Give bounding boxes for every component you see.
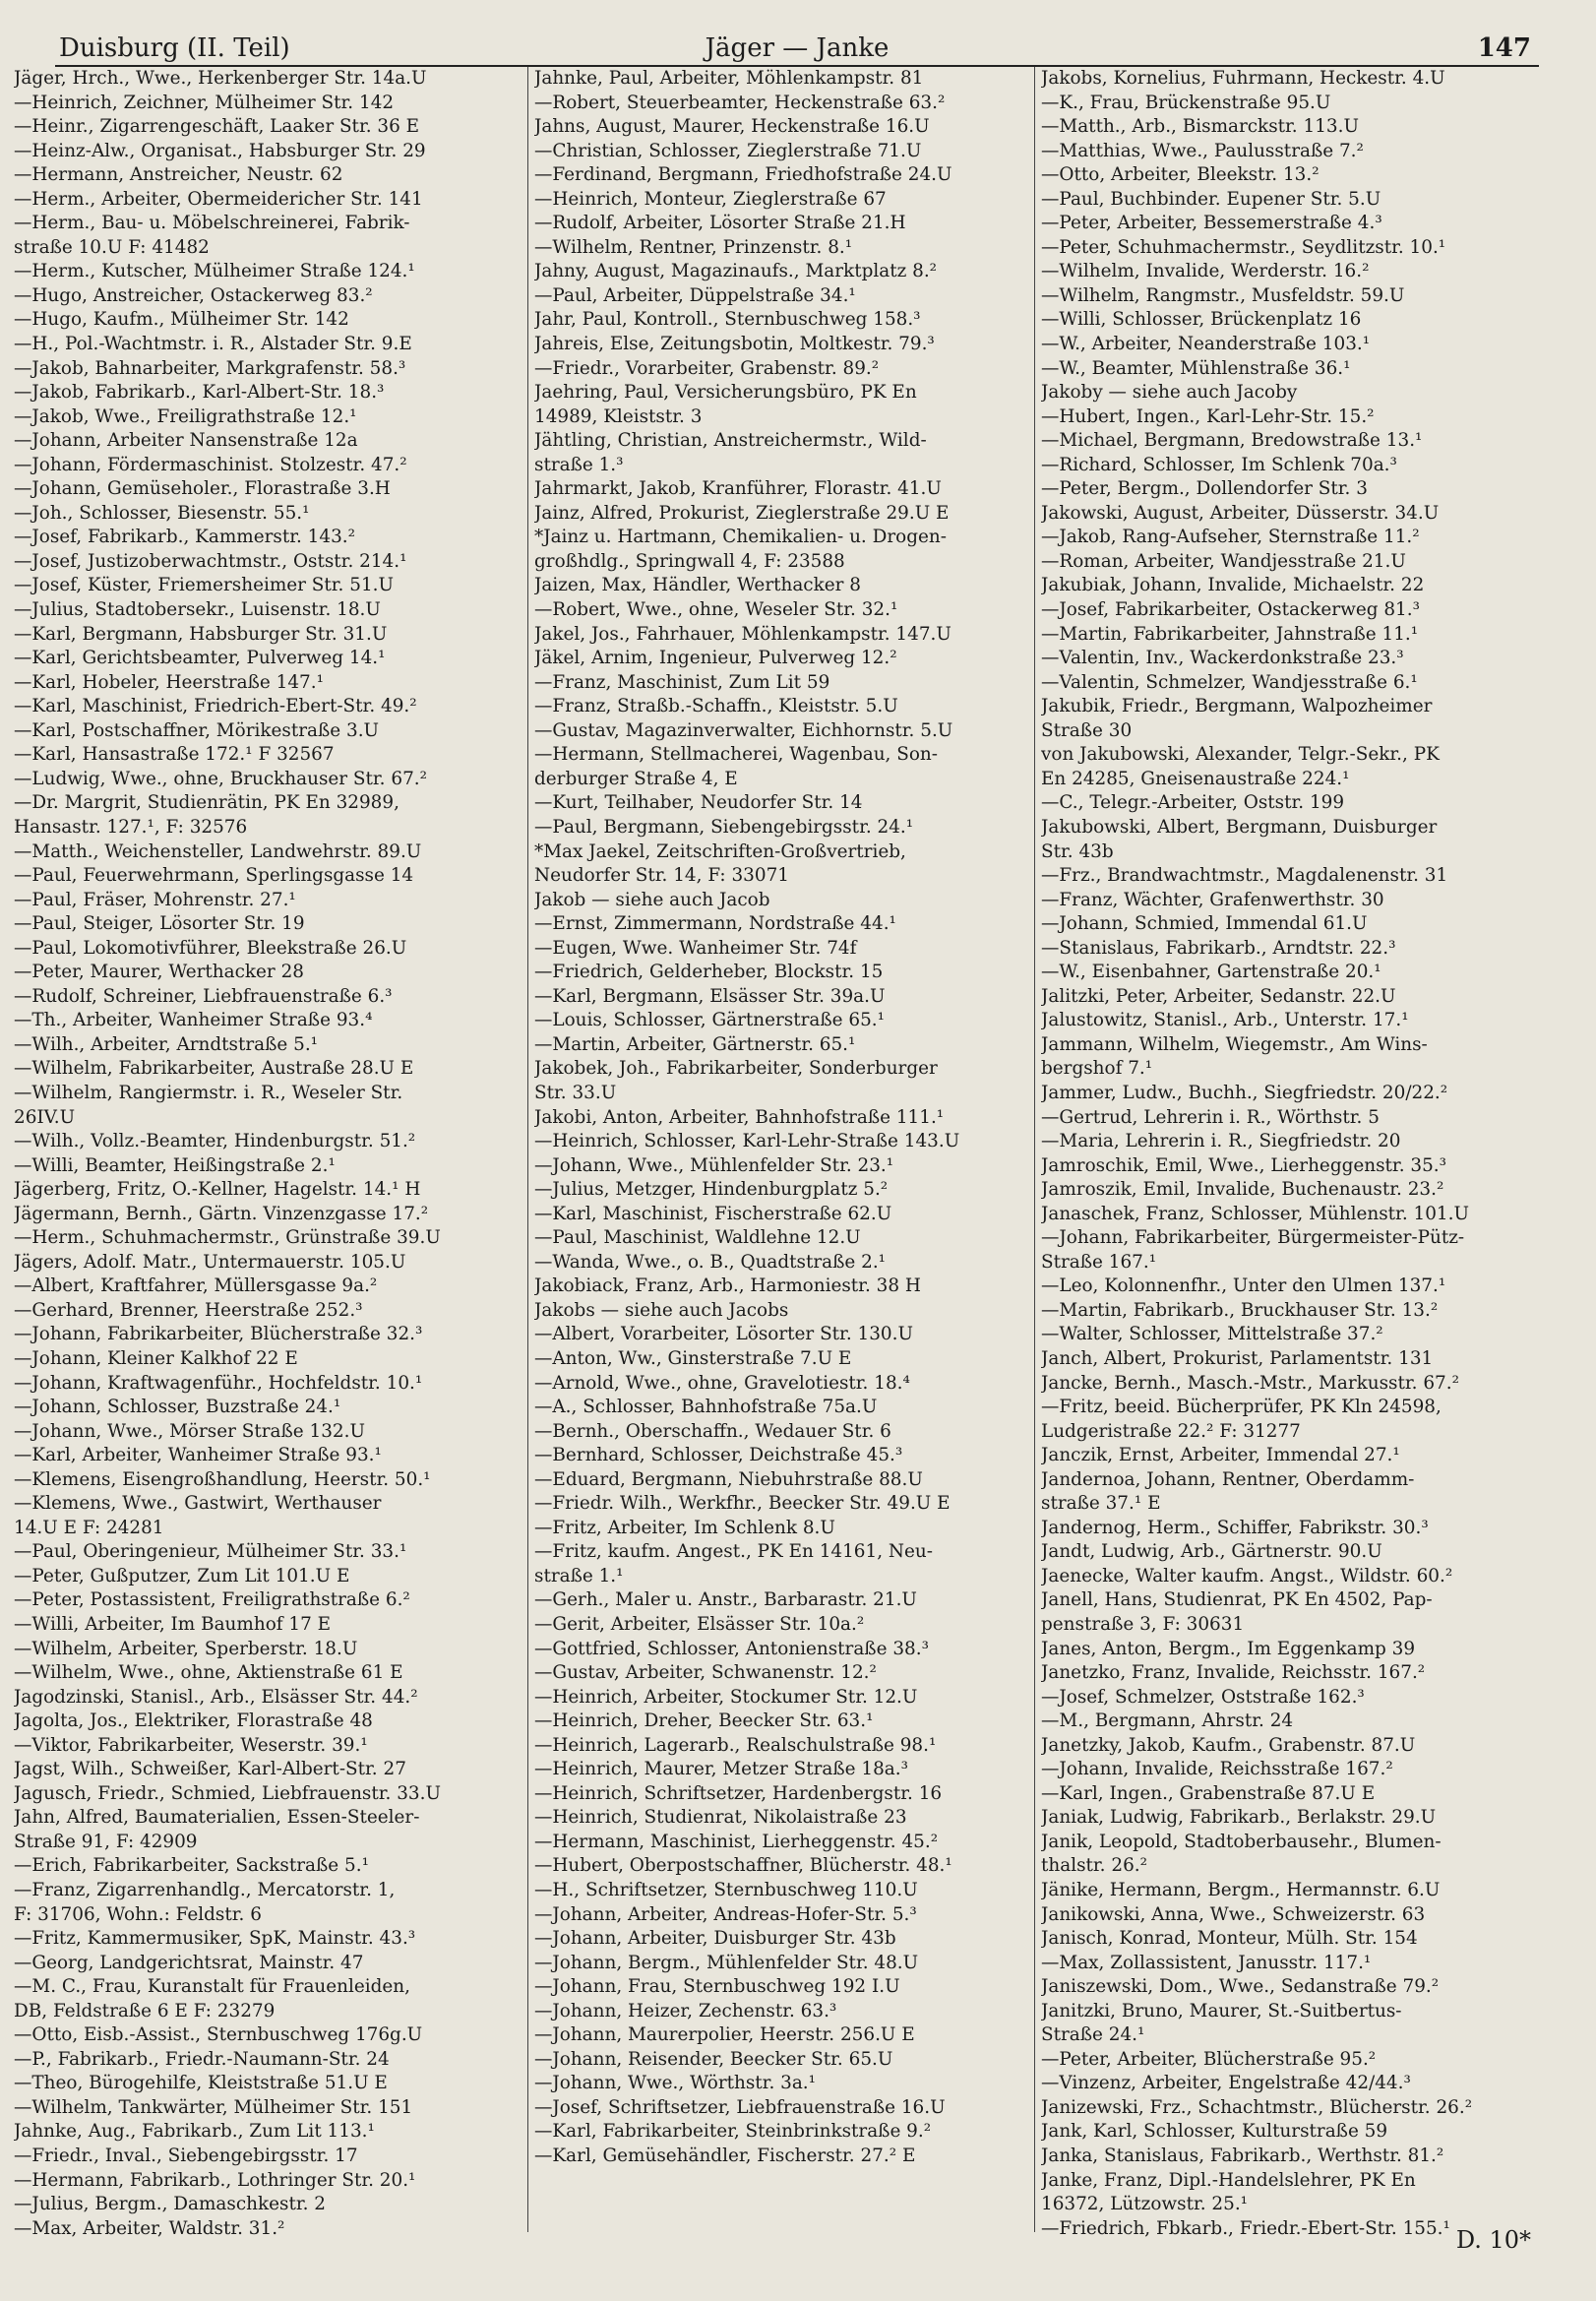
directory-entry: Jainz, Alfred, Prokurist, Zieglerstraße 29.U E [534,502,950,524]
directory-entry: Janell, Hans, Studienrat, PK En 4502, Pap- [1041,1589,1433,1611]
directory-entry: Jänike, Hermann, Bergm., Hermannstr. 6.U [1041,1880,1441,1901]
directory-entry: —Willi, Beamter, Heißingstraße 2.¹ [14,1154,336,1176]
directory-entry: Jammann, Wilhelm, Wiegemstr., Am Wins- [1041,1033,1428,1055]
directory-entry: —W., Eisenbahner, Gartenstraße 20.¹ [1041,962,1381,983]
directory-entry: Jähtling, Christian, Anstreichermstr., Wild- [534,430,927,452]
directory-entry: Janes, Anton, Bergm., Im Eggenkamp 39 [1041,1638,1416,1659]
directory-entry: —Johann, Schmied, Immendal 61.U [1041,913,1368,935]
directory-entry: —Paul, Feuerwehrmann, Sperlingsgasse 14 [14,865,414,887]
directory-entry: —Wilhelm, Wwe., ohne, Aktienstraße 61 E [14,1662,403,1684]
directory-entry: Jahns, August, Maurer, Heckenstraße 16.U [534,116,930,138]
directory-entry: Jammer, Ludw., Buchh., Siegfriedstr. 20/22.² [1041,1082,1448,1103]
directory-entry: —Peter, Gußputzer, Zum Lit 101.U E [14,1565,350,1586]
directory-entry: —Peter, Bergm., Dollendorfer Str. 3 [1041,478,1368,500]
directory-entry: —Robert, Steuerbeamter, Heckenstraße 63.² [534,92,946,113]
column-3 [1041,67,1553,2241]
directory-entry: —Maria, Lehrerin i. R., Siegfriedstr. 20 [1041,1131,1401,1152]
directory-entry: Jandt, Ludwig, Arb., Gärtnerstr. 90.U [1041,1541,1382,1563]
directory-entry: —Erich, Fabrikarbeiter, Sackstraße 5.¹ [14,1855,369,1877]
directory-entry: 16372, Lützowstr. 25.¹ [1041,2194,1249,2215]
directory-entry: —Peter, Schuhmachermstr., Seydlitzstr. 10.¹ [1041,236,1446,258]
directory-entry: —Julius, Stadtobersekr., Luisenstr. 18.U [14,599,381,621]
directory-entry: Jank, Karl, Schlosser, Kulturstraße 59 [1041,2121,1388,2143]
directory-entry: —Hermann, Anstreicher, Neustr. 62 [14,164,343,186]
directory-entry: *Max Jaekel, Zeitschriften-Großvertrieb, [534,840,906,862]
directory-entry: bergshof 7.¹ [1041,1058,1153,1080]
directory-entry: Jahnke, Paul, Arbeiter, Möhlenkampstr. 81 [534,68,924,89]
directory-entry: Jaizen, Max, Händler, Werthacker 8 [534,575,861,596]
directory-entry: Str. 43b [1041,840,1114,862]
directory-entry: —Johann, Gemüseholer., Florastraße 3.H [14,478,391,500]
directory-entry: —Hubert, Ingen., Karl-Lehr-Str. 15.² [1041,405,1375,427]
directory-entry: —Rudolf, Arbeiter, Lösorter Straße 21.H [534,213,906,234]
directory-entry: straße 1.³ [534,454,624,475]
directory-entry: Janik, Leopold, Stadtoberbausehr., Blumen- [1041,1831,1442,1852]
directory-entry: —Kurt, Teilhaber, Neudorfer Str. 14 [534,792,863,814]
directory-entry: —A., Schlosser, Bahnhofstraße 75a.U [534,1397,878,1418]
directory-entry: —Matth., Arb., Bismarckstr. 113.U [1041,116,1359,138]
directory-entry: —Josef, Schriftsetzer, Liebfrauenstraße 16.U [534,2096,946,2118]
directory-entry: —Matth., Weichensteller, Landwehrstr. 89.U [14,840,422,862]
directory-entry: Jakoby — siehe auch Jacoby [1041,382,1298,404]
directory-entry: —Friedr., Inval., Siebengebirgsstr. 17 [14,2146,358,2167]
directory-entry: —Hugo, Anstreicher, Ostackerweg 83.² [14,284,373,306]
directory-entry: —Paul, Arbeiter, Düppelstraße 34.¹ [534,284,856,306]
directory-entry: Janetzko, Franz, Invalide, Reichsstr. 167.² [1041,1662,1426,1684]
directory-entry: —Johann, Maurerpolier, Heerstr. 256.U E [534,2024,915,2046]
directory-entry: —Arnold, Wwe., ohne, Gravelotiestr. 18.⁴ [534,1372,910,1394]
directory-entry: —Johann, Kraftwagenführ., Hochfeldstr. 10.¹ [14,1372,423,1394]
directory-entry: —Heinr., Zigarrengeschäft, Laaker Str. 36 E [14,116,420,138]
directory-entry: Jakubowski, Albert, Bergmann, Duisburger [1041,816,1438,838]
directory-entry: Janisch, Konrad, Monteur, Mülh. Str. 154 [1041,1928,1418,1950]
directory-entry: —Hermann, Fabrikarb., Lothringer Str. 20.¹ [14,2169,416,2191]
directory-entry: —Wilhelm, Rentner, Prinzenstr. 8.¹ [534,236,853,258]
directory-entry: —Johann, Wwe., Mörser Straße 132.U [14,1420,365,1442]
directory-entry: —Paul, Buchbinder. Eupener Str. 5.U [1041,188,1381,210]
directory-entry: —Karl, Maschinist, Friedrich-Ebert-Str. 49.² [14,696,417,717]
directory-entry: Jäger, Hrch., Wwe., Herkenberger Str. 14a.U [14,68,427,89]
directory-entry: —Th., Arbeiter, Wanheimer Straße 93.⁴ [14,1010,373,1031]
directory-entry: —Friedr., Vorarbeiter, Grabenstr. 89.² [534,357,880,379]
directory-entry: Neudorfer Str. 14, F: 33071 [534,865,789,887]
directory-entry: —Paul, Oberingenieur, Mülheimer Str. 33.¹ [14,1541,407,1563]
directory-entry: —Wilhelm, Fabrikarbeiter, Austraße 28.U E [14,1058,414,1080]
directory-entry: —Jakob, Bahnarbeiter, Markgrafenstr. 58.³ [14,357,406,379]
directory-entry: —Wilhelm, Rangiermstr. i. R., Weseler Str. [14,1082,403,1103]
directory-entry: —Karl, Hobeler, Heerstraße 147.¹ [14,671,324,693]
directory-entry: —Herm., Bau- u. Möbelschreinerei, Fabrik- [14,213,410,234]
directory-entry: —Gertrud, Lehrerin i. R., Wörthstr. 5 [1041,1106,1380,1128]
directory-entry: —Otto, Arbeiter, Bleekstr. 13.² [1041,164,1320,186]
directory-entry: —Josef, Fabrikarbeiter, Ostackerweg 81.³ [1041,599,1420,621]
directory-entry: —Jakob, Fabrikarb., Karl-Albert-Str. 18.³ [14,382,385,404]
directory-entry: —Hermann, Stellmacherei, Wagenbau, Son- [534,744,938,766]
directory-entry: Janizewski, Frz., Schachtmstr., Blücherstr. 26.² [1041,2096,1473,2118]
directory-entry: —Johann, Arbeiter, Andreas-Hofer-Str. 5.³ [534,1903,917,1925]
directory-entry: derburger Straße 4, E [534,768,738,789]
directory-entry: —Valentin, Schmelzer, Wandjesstraße 6.¹ [1041,671,1418,693]
directory-entry: —Heinrich, Lagerarb., Realschulstraße 98.¹ [534,1734,937,1756]
directory-entry: —Josef, Justizoberwachtmstr., Oststr. 214.¹ [14,550,407,572]
directory-entry: —Josef, Küster, Friemersheimer Str. 51.U [14,575,394,596]
directory-entry: —Theo, Bürogehilfe, Kleiststraße 51.U E [14,2073,388,2094]
directory-entry: —Valentin, Inv., Wackerdonkstraße 23.³ [1041,648,1404,669]
directory-entry: Janiszewski, Dom., Wwe., Sedanstraße 79.² [1041,1976,1440,1998]
directory-entry: 14.U E F: 24281 [14,1517,164,1538]
directory-entry: Ludgeristraße 22.² F: 31277 [1041,1420,1301,1442]
directory-entry: —Karl, Fabrikarbeiter, Steinbrinkstraße 9.² [534,2121,932,2143]
directory-entry: —Karl, Gemüsehändler, Fischerstr. 27.² E [534,2146,916,2167]
directory-entry: —Johann, Arbeiter, Duisburger Str. 43b [534,1928,896,1950]
directory-entry: Jägerberg, Fritz, O.-Kellner, Hagelstr. 14.¹ H [14,1179,421,1201]
directory-entry: Jalitzki, Peter, Arbeiter, Sedanstr. 22.U [1041,985,1396,1007]
directory-entry: Jalustowitz, Stanisl., Arb., Unterstr. 17.¹ [1041,1010,1409,1031]
header-range: Jäger — Janke [705,33,890,63]
directory-entry: —Jakob, Rang-Aufseher, Sternstraße 11.² [1041,527,1420,548]
directory-entry: —Wilhelm, Rangmstr., Musfeldstr. 59.U [1041,284,1405,306]
directory-entry: —Bernh., Oberschaffn., Wedauer Str. 6 [534,1420,891,1442]
directory-entry: —Karl, Postschaffner, Mörikestraße 3.U [14,719,380,741]
directory-entry: Str. 33.U [534,1082,617,1103]
directory-entry: —Paul, Maschinist, Waldlehne 12.U [534,1227,861,1249]
directory-entry: Straße 24.¹ [1041,2024,1145,2046]
directory-entry: —Christian, Schlosser, Zieglerstraße 71.U [534,140,922,161]
directory-entry: —Heinrich, Maurer, Metzer Straße 18a.³ [534,1759,908,1780]
directory-entry: —Eduard, Bergmann, Niebuhrstraße 88.U [534,1468,923,1490]
directory-entry: —P., Fabrikarb., Friedr.-Naumann-Str. 24 [14,2048,390,2070]
directory-entry: —Rudolf, Schreiner, Liebfrauenstraße 6.³ [14,985,393,1007]
directory-entry: —Karl, Gerichtsbeamter, Pulverweg 14.¹ [14,648,386,669]
directory-entry: —Wilhelm, Tankwärter, Mülheimer Str. 151 [14,2096,413,2118]
directory-entry: —Hubert, Oberpostschaffner, Blücherstr. 48.¹ [534,1855,952,1877]
directory-entry: straße 37.¹ E [1041,1493,1161,1515]
directory-entry: —Gustav, Magazinverwalter, Eichhornstr. 5.U [534,719,953,741]
directory-entry: —Ernst, Zimmermann, Nordstraße 44.¹ [534,913,896,935]
directory-entry: —Peter, Maurer, Werthacker 28 [14,962,304,983]
directory-entry: Straße 91, F: 42909 [14,1831,198,1852]
directory-entry: Straße 30 [1041,719,1133,741]
directory-entry: Jakowski, August, Arbeiter, Düsserstr. 34.U [1041,502,1440,524]
directory-entry: —Ferdinand, Bergmann, Friedhofstraße 24.U [534,164,952,186]
directory-entry: —Albert, Kraftfahrer, Müllersgasse 9a.² [14,1275,378,1297]
directory-entry: —Georg, Landgerichtsrat, Mainstr. 47 [14,1952,364,1973]
directory-entry: —Leo, Kolonnenfhr., Unter den Ulmen 137.¹ [1041,1275,1446,1297]
directory-entry: Jakobiack, Franz, Arb., Harmoniestr. 38 H [534,1275,921,1297]
directory-entry: —Otto, Eisb.-Assist., Sternbuschweg 176g.U [14,2024,423,2046]
directory-entry: —Heinrich, Zeichner, Mülheimer Str. 142 [14,92,395,113]
directory-entry: —Heinrich, Arbeiter, Stockumer Str. 12.U [534,1686,918,1708]
directory-entry: Jagst, Wilh., Schweißer, Karl-Albert-Str. 27 [14,1759,406,1780]
directory-entry: —Fritz, beeid. Bücherprüfer, PK Kln 24598, [1041,1397,1442,1418]
directory-entry: —Roman, Arbeiter, Wandjesstraße 21.U [1041,550,1406,572]
directory-entry: Jägers, Adolf. Matr., Untermauerstr. 105.U [14,1251,406,1273]
directory-entry: von Jakubowski, Alexander, Telgr.-Sekr., PK [1041,744,1440,766]
directory-entry: —M. C., Frau, Kuranstalt für Frauenleiden, [14,1976,410,1998]
directory-entry: —Heinrich, Schriftsetzer, Hardenbergstr. 16 [534,1782,943,1804]
directory-entry: —Heinz-Alw., Organisat., Habsburger Str. 29 [14,140,426,161]
directory-entry: Jakobs — siehe auch Jacobs [534,1299,789,1321]
directory-entry: —Johann, Reisender, Beecker Str. 65.U [534,2048,893,2070]
directory-entry: —Frz., Brandwachtmstr., Magdalenenstr. 31 [1041,865,1448,887]
directory-entry: —Peter, Arbeiter, Blücherstraße 95.² [1041,2048,1377,2070]
directory-entry: —C., Telegr.-Arbeiter, Oststr. 199 [1041,792,1345,814]
directory-entry: —Friedrich, Fbkarb., Friedr.-Ebert-Str. 155.¹ [1041,2217,1450,2239]
directory-entry: —Julius, Bergm., Damaschkestr. 2 [14,2194,326,2215]
directory-entry: —Gerit, Arbeiter, Elsässer Str. 10a.² [534,1614,865,1635]
directory-entry: —Herm., Arbeiter, Obermeidericher Str. 141 [14,188,423,210]
directory-entry: —Franz, Zigarrenhandlg., Mercatorstr. 1, [14,1880,396,1901]
directory-entry: —Josef, Schmelzer, Oststraße 162.³ [1041,1686,1365,1708]
directory-entry: En 24285, Gneisenaustraße 224.¹ [1041,768,1350,789]
directory-entry: —Albert, Vorarbeiter, Lösorter Str. 130.U [534,1324,913,1345]
directory-entry: F: 31706, Wohn.: Feldstr. 6 [14,1903,262,1925]
directory-entry: Janke, Franz, Dipl.-Handelslehrer, PK En [1041,2169,1416,2191]
directory-entry: —Wilh., Arbeiter, Arndtstraße 5.¹ [14,1033,319,1055]
directory-entry: —Johann, Kleiner Kalkhof 22 E [14,1347,298,1369]
directory-entry: —Bernhard, Schlosser, Deichstraße 45.³ [534,1445,903,1466]
directory-entry: —Louis, Schlosser, Gärtnerstraße 65.¹ [534,1010,886,1031]
directory-entry: —Paul, Bergmann, Siebengebirgsstr. 24.¹ [534,816,914,838]
directory-entry: —Willi, Arbeiter, Im Baumhof 17 E [14,1614,332,1635]
directory-entry: Jamroszik, Emil, Invalide, Buchenaustr. 23.² [1041,1179,1444,1201]
directory-entry: Jahnke, Aug., Fabrikarb., Zum Lit 113.¹ [14,2121,375,2143]
directory-entry: straße 10.U F: 41482 [14,236,210,258]
directory-entry: —Jakob, Wwe., Freiligrathstraße 12.¹ [14,405,357,427]
directory-entry: —Walter, Schlosser, Mittelstraße 37.² [1041,1324,1383,1345]
directory-entry: —Heinrich, Schlosser, Karl-Lehr-Straße 143.U [534,1131,960,1152]
column-1 [14,67,525,2241]
column-divider [527,67,528,2232]
directory-entry: —Heinrich, Dreher, Beecker Str. 63.¹ [534,1710,874,1732]
directory-entry: Janetzky, Jakob, Kaufm., Grabenstr. 87.U [1041,1734,1416,1756]
directory-entry: —Klemens, Wwe., Gastwirt, Werthauser [14,1493,382,1515]
directory-entry: —Paul, Steiger, Lösorter Str. 19 [14,913,305,935]
directory-entry: Jakel, Jos., Fahrhauer, Möhlenkampstr. 147.U [534,623,951,645]
directory-entry: —Johann, Fabrikarbeiter, Blücherstraße 32.³ [14,1324,423,1345]
directory-entry: —Johann, Frau, Sternbuschweg 192 I.U [534,1976,900,1998]
directory-entry: —Karl, Bergmann, Elsässer Str. 39a.U [534,985,886,1007]
directory-entry: —Heinrich, Studienrat, Nikolaistraße 23 [534,1807,907,1829]
directory-entry: —Franz, Maschinist, Zum Lit 59 [534,671,830,693]
directory-entry: —Vinzenz, Arbeiter, Engelstraße 42/44.³ [1041,2073,1411,2094]
directory-entry: —Martin, Arbeiter, Gärtnerstr. 65.¹ [534,1033,856,1055]
directory-entry: —Peter, Postassistent, Freiligrathstraße 6.² [14,1589,410,1611]
directory-entry: —Gottfried, Schlosser, Antonienstraße 38.³ [534,1638,929,1659]
directory-entry: Jakobi, Anton, Arbeiter, Bahnhofstraße 111.¹ [534,1106,945,1128]
directory-entry: —Josef, Fabrikarb., Kammerstr. 143.² [14,527,355,548]
directory-entry: —Johann, Arbeiter Nansenstraße 12a [14,430,358,452]
directory-entry: Jagodzinski, Stanisl., Arb., Elsässer Str. 44.² [14,1686,418,1708]
directory-entry: *Jainz u. Hartmann, Chemikalien- u. Drogen- [534,527,947,548]
directory-entry: —Herm., Kutscher, Mülheimer Straße 124.¹ [14,261,415,282]
directory-entry: Janch, Albert, Prokurist, Parlamentstr. 131 [1041,1347,1434,1369]
directory-entry: —Karl, Maschinist, Fischerstraße 62.U [534,1203,892,1224]
directory-entry: —Johann, Heizer, Zechenstr. 63.³ [534,2000,837,2021]
directory-entry: —Willi, Schlosser, Brückenplatz 16 [1041,309,1362,331]
directory-entry: Jakubik, Friedr., Bergmann, Walpozheimer [1041,696,1433,717]
header-city: Duisburg (II. Teil) [59,33,290,63]
directory-entry: —Fritz, Arbeiter, Im Schlenk 8.U [534,1517,835,1538]
directory-entry: —Max, Zollassistent, Janusstr. 117.¹ [1041,1952,1372,1973]
directory-entry: —Julius, Metzger, Hindenburgplatz 5.² [534,1179,889,1201]
directory-entry: Jaehring, Paul, Versicherungsbüro, PK En [534,382,917,404]
directory-entry: —Gustav, Arbeiter, Schwanenstr. 12.² [534,1662,877,1684]
directory-entry: 14989, Kleiststr. 3 [534,405,703,427]
directory-entry: —Johann, Wwe., Wörthstr. 3a.¹ [534,2073,817,2094]
directory-entry: Jandernog, Herm., Schiffer, Fabrikstr. 30.³ [1041,1517,1429,1538]
directory-entry: Jandernoa, Johann, Rentner, Oberdamm- [1041,1468,1415,1490]
directory-entry: Jahrmarkt, Jakob, Kranführer, Florastr. 41.U [534,478,942,500]
directory-entry: —Stanislaus, Fabrikarb., Arndtstr. 22.³ [1041,937,1396,959]
directory-entry: —Max, Arbeiter, Waldstr. 31.² [14,2217,285,2239]
directory-entry: —Karl, Hansastraße 172.¹ F 32567 [14,744,335,766]
directory-entry: Jägermann, Bernh., Gärtn. Vinzenzgasse 17.² [14,1203,429,1224]
directory-entry: —Friedrich, Gelderheber, Blockstr. 15 [534,962,884,983]
directory-entry: —Johann, Invalide, Reichsstraße 167.² [1041,1759,1393,1780]
column-2 [534,67,1046,2169]
directory-entry: —Matthias, Wwe., Paulusstraße 7.² [1041,140,1364,161]
directory-entry: thalstr. 26.² [1041,1855,1147,1877]
directory-entry: —Wilhelm, Invalide, Werderstr. 16.² [1041,261,1370,282]
directory-entry: —Herm., Schuhmachermstr., Grünstraße 39.U [14,1227,441,1249]
directory-entry: —Wilhelm, Arbeiter, Sperberstr. 18.U [14,1638,358,1659]
directory-entry: Janaschek, Franz, Schlosser, Mühlenstr. 101.U [1041,1203,1469,1224]
directory-entry: Straße 167.¹ [1041,1251,1157,1273]
directory-entry: —W., Beamter, Mühlenstraße 36.¹ [1041,357,1351,379]
directory-entry: Janka, Stanislaus, Fabrikarb., Werthstr. 81.² [1041,2146,1444,2167]
directory-entry: Jahreis, Else, Zeitungsbotin, Moltkestr. 79.³ [534,334,935,355]
directory-entry: Jahn, Alfred, Baumaterialien, Essen-Steeler- [14,1807,420,1829]
directory-entry: —Wanda, Wwe., o. B., Quadtstraße 2.¹ [534,1251,887,1273]
directory-entry: Jamroschik, Emil, Wwe., Lierheggenstr. 35.³ [1041,1154,1447,1176]
directory-entry: Janiak, Ludwig, Fabrikarb., Berlakstr. 29.U [1041,1807,1437,1829]
directory-entry: —Viktor, Fabrikarbeiter, Weserstr. 39.¹ [14,1734,368,1756]
directory-entry: straße 1.¹ [534,1565,624,1586]
directory-entry: Jakubiak, Johann, Invalide, Michaelstr. 22 [1041,575,1425,596]
directory-entry: —Franz, Straßb.-Schaffn., Kleiststr. 5.U [534,696,898,717]
directory-entry: —M., Bergmann, Ahrstr. 24 [1041,1710,1294,1732]
directory-entry: —Anton, Ww., Ginsterstraße 7.U E [534,1347,852,1369]
directory-entry: —Paul, Lokomotivführer, Bleekstraße 26.U [14,937,407,959]
directory-entry: —Wilh., Vollz.-Beamter, Hindenburgstr. 51.² [14,1131,416,1152]
directory-entry: Jagolta, Jos., Elektriker, Florastraße 48 [14,1710,373,1732]
directory-entry: —H., Pol.-Wachtmstr. i. R., Alstader Str. 9.E [14,334,412,355]
directory-entry: —Johann, Fördermaschinist. Stolzestr. 47.² [14,454,407,475]
directory-entry: —Fritz, Kammermusiker, SpK, Mainstr. 43.³ [14,1928,416,1950]
directory-entry: DB, Feldstraße 6 E F: 23279 [14,2000,276,2021]
signature-mark: D. 10* [1455,2226,1531,2254]
directory-entry: Janikowski, Anna, Wwe., Schweizerstr. 63 [1041,1903,1426,1925]
directory-entry: —W., Arbeiter, Neanderstraße 103.¹ [1041,334,1371,355]
directory-entry: —Robert, Wwe., ohne, Weseler Str. 32.¹ [534,599,898,621]
directory-entry: —Karl, Bergmann, Habsburger Str. 31.U [14,623,388,645]
directory-entry: —Hermann, Maschinist, Lierheggenstr. 45.² [534,1831,939,1852]
directory-entry: —Ludwig, Wwe., ohne, Bruckhauser Str. 67.² [14,768,427,789]
directory-entry: —Johann, Schlosser, Buzstraße 24.¹ [14,1397,341,1418]
directory-entry: —Richard, Schlosser, Im Schlenk 70a.³ [1041,454,1397,475]
directory-entry: —Karl, Arbeiter, Wanheimer Straße 93.¹ [14,1445,382,1466]
directory-entry: Jakobek, Joh., Fabrikarbeiter, Sonderburger [534,1058,938,1080]
directory-entry: großhdlg., Springwall 4, F: 23588 [534,550,845,572]
directory-entry: —H., Schriftsetzer, Sternbuschweg 110.U [534,1880,918,1901]
directory-entry: penstraße 3, F: 30631 [1041,1614,1245,1635]
directory-entry: Jahr, Paul, Kontroll., Sternbuschweg 158.³ [534,309,921,331]
directory-entry: —Paul, Fräser, Mohrenstr. 27.¹ [14,889,296,910]
directory-entry: Hansastr. 127.¹, F: 32576 [14,816,248,838]
directory-entry: —Peter, Arbeiter, Bessemerstraße 4.³ [1041,213,1382,234]
directory-entry: —Heinrich, Monteur, Zieglerstraße 67 [534,188,887,210]
directory-entry: Jahny, August, Magazinaufs., Marktplatz 8.² [534,261,938,282]
column-divider [1034,67,1035,2232]
directory-entry: —Johann, Bergm., Mühlenfelder Str. 48.U [534,1952,919,1973]
directory-entry: —Karl, Ingen., Grabenstraße 87.U E [1041,1782,1376,1804]
directory-entry: Jakob — siehe auch Jacob [534,889,770,910]
directory-entry: —Joh., Schlosser, Biesenstr. 55.¹ [14,502,310,524]
directory-entry: —Johann, Fabrikarbeiter, Bürgermeister-Pütz- [1041,1227,1465,1249]
directory-entry: Jaenecke, Walter kaufm. Angst., Wildstr. 60.² [1041,1565,1453,1586]
directory-entry: Janitzki, Bruno, Maurer, St.-Suitbertus- [1041,2000,1402,2021]
directory-entry: Janczik, Ernst, Arbeiter, Immendal 27.¹ [1041,1445,1400,1466]
directory-entry: —Gerhard, Brenner, Heerstraße 252.³ [14,1299,363,1321]
directory-entry: —Martin, Fabrikarb., Bruckhauser Str. 13.² [1041,1299,1439,1321]
directory-entry: —Martin, Fabrikarbeiter, Jahnstraße 11.¹ [1041,623,1419,645]
directory-entry: —Franz, Wächter, Grafenwerthstr. 30 [1041,889,1384,910]
directory-entry: —Dr. Margrit, Studienrätin, PK En 32989, [14,792,399,814]
directory-entry: Jancke, Bernh., Masch.-Mstr., Markusstr. 67.² [1041,1372,1459,1394]
directory-entry: Jakobs, Kornelius, Fuhrmann, Heckestr. 4.U [1041,68,1445,89]
directory-entry: —Gerh., Maler u. Anstr., Barbarastr. 21.U [534,1589,917,1611]
directory-entry: Jagusch, Friedr., Schmied, Liebfrauenstr. 33.U [14,1782,441,1804]
directory-entry: —Friedr. Wilh., Werkfhr., Beecker Str. 49.U E [534,1493,951,1515]
directory-entry: —Johann, Wwe., Mühlenfelder Str. 23.¹ [534,1154,894,1176]
directory-entry: —Eugen, Wwe. Wanheimer Str. 74f [534,937,857,959]
directory-entry: 26IV.U [14,1106,76,1128]
directory-entry: —Klemens, Eisengroßhandlung, Heerstr. 50.¹ [14,1468,431,1490]
directory-entry: —K., Frau, Brückenstraße 95.U [1041,92,1331,113]
directory-entry: —Fritz, kaufm. Angest., PK En 14161, Neu- [534,1541,933,1563]
directory-entry: —Michael, Bergmann, Bredowstraße 13.¹ [1041,430,1423,452]
page-number: 147 [1477,33,1531,63]
directory-entry: —Hugo, Kaufm., Mülheimer Str. 142 [14,309,349,331]
directory-entry: Jäkel, Arnim, Ingenieur, Pulverweg 12.² [534,648,897,669]
